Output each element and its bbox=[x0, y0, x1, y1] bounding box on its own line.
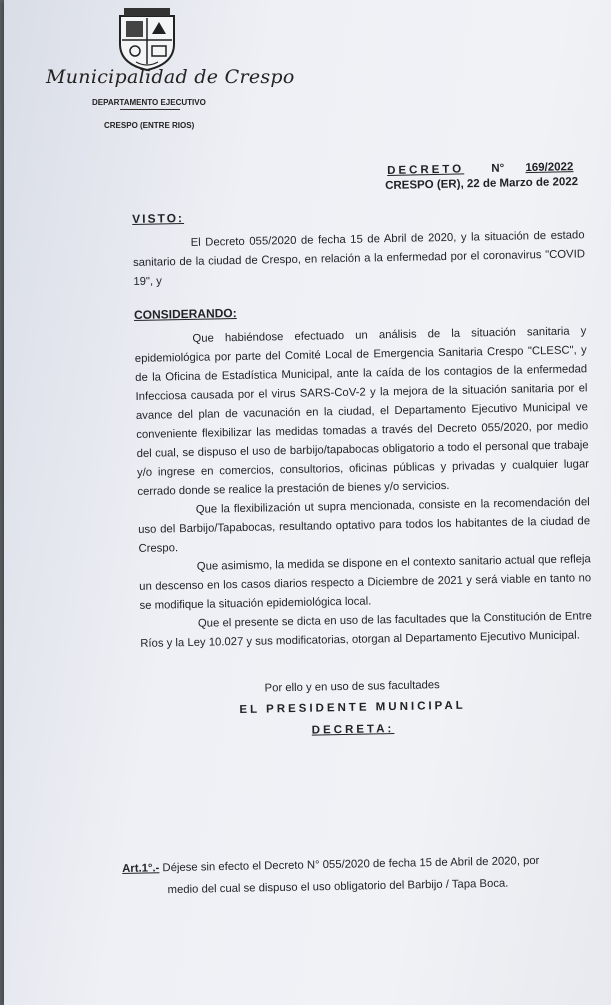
letterhead-divider bbox=[120, 109, 180, 110]
decree-header bbox=[387, 161, 574, 177]
considerando-paragraph: Que habiéndose efectuado un análisis de la situación sanitaria y epidemiológica por parte del Comité Local de Emergencia Sanitaria Crespo "CLESC", y de la Oficina de Estadística Municipal, ante la caída de los contagios de la enfermedad Infecciosa causada por el virus SARS-CoV-2 y la mejora de la situación sanitaria por el avance del plan de vacunación en la ciudad, el Departamento Ejecutivo Municipal ve conveniente flexibilizar las medidas tomadas a través del Decreto 055/2020, por medio del cual, se dispuso el uso de barbijo/tapabocas obligatorio a todo el personal que trabaje y/o ingrese en comercios, consultorios, oficinas públicas y privadas y cualquier lugar cerrado donde se realice la prestación de bienes y/o servicios. bbox=[134, 325, 590, 498]
por-ello-line: Por ello y en uso de sus facultades bbox=[264, 679, 440, 695]
considerando-paragraph: Que el presente se dicta en uso de las facultades que la Constitución de Entre Ríos y la Ley 10.027 y sus modificatorias, otorgan al Departamento Ejecutivo Municipal. bbox=[140, 610, 592, 650]
article-label: Art.1°.- bbox=[122, 862, 160, 875]
municipal-seal-icon bbox=[114, 4, 180, 72]
article-text-line-2: medio del cual se dispuso el uso obligatorio del Barbijo / Tapa Boca. bbox=[167, 877, 509, 897]
document-page bbox=[4, 0, 611, 1005]
city-name: CRESPO (ENTRE RIOS) bbox=[104, 121, 195, 130]
decree-place-date: CRESPO (ER), 22 de Marzo de 2022 bbox=[385, 175, 579, 192]
considerando-heading: CONSIDERANDO: bbox=[133, 306, 237, 322]
decree-body bbox=[132, 201, 594, 744]
article-text-line-1: Déjese sin efecto el Decreto N° 055/2020 de fecha 15 de Abril de 2020, por bbox=[162, 854, 540, 875]
decree-number-prefix: N° bbox=[491, 162, 505, 175]
visto-heading: VISTO: bbox=[132, 211, 185, 226]
considerando-paragraph: Que asimismo, la medida se dispone en el contexto sanitario actual que refleja un descenso en los casos diarios respecto a Diciembre de 2021 y será viable en tanto no se modifique la situación epidemiológica local. bbox=[139, 553, 592, 612]
decree-number: 169/2022 bbox=[525, 161, 574, 175]
considerando-paragraph: Que la flexibilización ut supra mencionada, consiste en la recomendación del uso del Barbijo/Tapabocas, resultando optativo para todos los habitantes de la ciudad de Crespo. bbox=[138, 496, 591, 555]
article-1 bbox=[122, 849, 598, 902]
department-name: DEPARTAMENTO EJECUTIVO bbox=[92, 98, 206, 107]
decreta-heading: DECRETA: bbox=[311, 723, 395, 737]
visto-text: El Decreto 055/2020 de fecha 15 de Abril de 2020, y la situación de estado sanitario de la ciudad de Crespo, en relación a la enfermedad por el coronavirus "COVID 19", y bbox=[132, 229, 586, 288]
institution-name: Municipalidad de Crespo bbox=[46, 66, 295, 88]
authority-line: EL PRESIDENTE MUNICIPAL bbox=[239, 699, 466, 717]
decree-label: DECRETO bbox=[387, 163, 465, 177]
